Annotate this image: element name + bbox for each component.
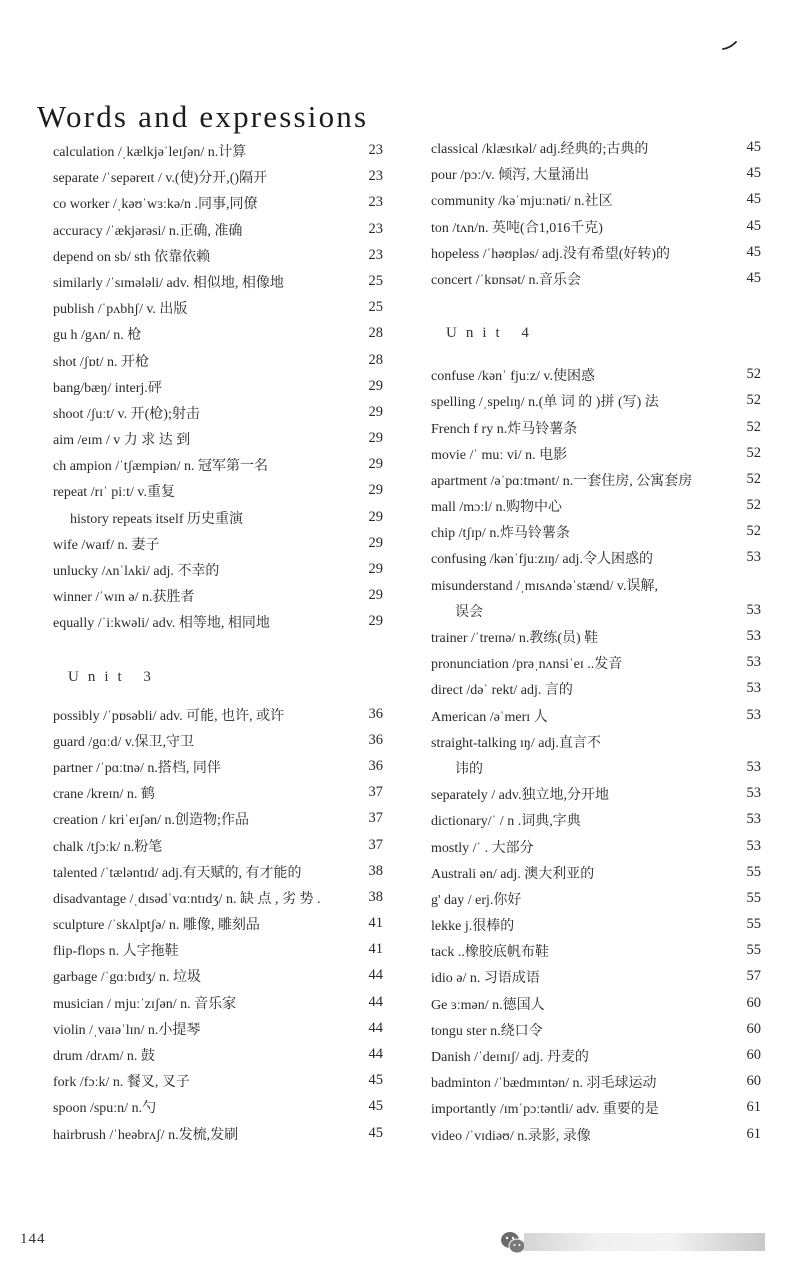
vocabulary-entry xyxy=(53,559,383,585)
entry-page-number: 45 xyxy=(746,191,761,208)
entry-text: history repeats itself 历史重演 xyxy=(70,511,244,527)
vocabulary-entry xyxy=(431,836,761,862)
entry-text: American /əˈmerɪ 人 xyxy=(431,709,548,725)
entry-page-number: 53 xyxy=(746,837,761,854)
entry-text: gu h /gʌn/ n. 枪 xyxy=(53,328,142,344)
vocabulary-entry xyxy=(431,626,761,652)
vocabulary-entry xyxy=(431,1045,761,1071)
vocabulary-entry xyxy=(53,192,383,218)
entry-page-number: 23 xyxy=(368,194,383,211)
entry-page-number: 29 xyxy=(368,613,383,630)
entry-text: idio ə/ n. 习语成语 xyxy=(431,971,540,987)
vocabulary-entry xyxy=(431,862,761,888)
vocabulary-entry xyxy=(53,585,383,611)
entry-text: chalk /tʃɔːk/ n.粉笔 xyxy=(53,839,163,855)
entry-text: 误会 xyxy=(455,604,483,620)
entry-page-number: 44 xyxy=(368,1019,383,1036)
vocabulary-entry xyxy=(431,993,761,1019)
entry-text: accuracy /ˈækjərəsi/ n.正确, 准确 xyxy=(53,223,243,239)
entry-page-number: 53 xyxy=(746,628,761,644)
entry-page-number: 53 xyxy=(746,680,761,697)
section-spacer xyxy=(53,690,383,704)
entry-page-number: 38 xyxy=(368,862,383,879)
entry-text: tongu ster n.绕口令 xyxy=(431,1023,543,1039)
vocabulary-entry xyxy=(53,219,383,245)
entry-page-number: 29 xyxy=(368,561,383,577)
entry-page-number: 37 xyxy=(368,836,383,853)
word-list-unit-3 xyxy=(53,704,383,1149)
entry-text: Danish /ˈdeɪnɪʃ/ adj. 丹麦的 xyxy=(431,1050,589,1065)
vocabulary-entry xyxy=(431,1124,761,1150)
entry-text: Australi ən/ adj. 澳大利亚的 xyxy=(431,866,595,882)
entry-page-number: 29 xyxy=(368,456,383,473)
vocabulary-entry xyxy=(431,757,761,783)
vocabulary-entry xyxy=(431,417,761,443)
vocabulary-entry xyxy=(53,480,383,506)
entry-text: creation / kriˈeɪʃən/ n.创造物;作品 xyxy=(53,813,249,829)
vocabulary-entry xyxy=(431,137,761,163)
entry-text: community /kəˈmjuːnəti/ n.社区 xyxy=(431,194,613,210)
vocabulary-entry xyxy=(431,1071,761,1097)
entry-text: drum /drʌm/ n. 鼓 xyxy=(53,1049,155,1064)
word-list-unit-4 xyxy=(431,364,761,1150)
vocabulary-entry xyxy=(53,402,383,428)
entry-page-number: 29 xyxy=(368,482,383,499)
right-column xyxy=(431,137,761,1150)
entry-page-number: 52 xyxy=(746,497,761,514)
entry-text: classical /klæsɪkəl/ adj.经典的;古典的 xyxy=(431,142,649,157)
entry-text: possibly /ˈpɒsəbli/ adv. 可能, 也许, 或许 xyxy=(53,708,285,724)
entry-page-number: 37 xyxy=(368,810,383,827)
entry-page-number: 23 xyxy=(368,246,383,263)
vocabulary-entry xyxy=(431,521,761,547)
entry-page-number: 45 xyxy=(746,139,761,155)
vocabulary-entry xyxy=(431,678,761,704)
entry-page-number: 60 xyxy=(746,1047,761,1063)
vocabulary-entry xyxy=(53,887,383,913)
entry-page-number: 45 xyxy=(368,1098,383,1115)
entry-text: French f ry n.炸马铃薯条 xyxy=(431,421,578,437)
entry-page-number: 57 xyxy=(746,968,761,985)
vocabulary-entry xyxy=(53,939,383,965)
entry-text: sculpture /ˈskʌlptʃə/ n. 雕像, 雕刻品 xyxy=(53,918,260,934)
vocabulary-entry xyxy=(431,809,761,835)
entry-text: misunderstand /ˌmɪsʌndəˈstænd/ v.误解, xyxy=(431,578,658,594)
entry-text: separately / adv.独立地,分开地 xyxy=(431,788,609,804)
entry-text: pronunciation /prəˌnʌnsiˈeɪ ..发音 xyxy=(431,657,623,673)
vocabulary-entry xyxy=(431,547,761,573)
entry-text: similarly /ˈsɪmələli/ adv. 相似地, 相像地 xyxy=(53,275,284,291)
vocabulary-entry xyxy=(431,163,761,189)
entry-page-number: 29 xyxy=(368,508,383,525)
entry-text: mostly /ˈ . 大部分 xyxy=(431,840,534,856)
page-number: 144 xyxy=(20,1231,46,1247)
left-column xyxy=(53,140,383,1149)
watermark xyxy=(500,1230,765,1254)
vocabulary-entry xyxy=(431,940,761,966)
vocabulary-entry xyxy=(53,756,383,782)
vocabulary-entry xyxy=(53,861,383,887)
vocabulary-entry xyxy=(53,1096,383,1122)
entry-page-number: 52 xyxy=(746,444,761,461)
vocabulary-entry xyxy=(431,469,761,495)
entry-text: trainer /ˈtreɪnə/ n.教练(员) 鞋 xyxy=(431,631,599,646)
entry-text: garbage /ˈgɑːbɪdʒ/ n. 垃圾 xyxy=(53,970,202,986)
entry-text: spoon /spuːn/ n.勺 xyxy=(53,1101,157,1117)
vocabulary-entry xyxy=(53,965,383,991)
entry-page-number: 55 xyxy=(746,942,761,959)
entry-page-number: 23 xyxy=(368,220,383,237)
entry-text: lekke j.很棒的 xyxy=(431,919,515,935)
entry-text: separate /ˈsepəreɪt / v.(使)分开,()隔开 xyxy=(53,171,268,187)
vocabulary-entry xyxy=(53,1070,383,1096)
entry-page-number: 53 xyxy=(746,601,761,618)
entry-text: importantly /ɪmˈpɔːtəntli/ adv. 重要的是 xyxy=(431,1102,659,1118)
entry-page-number: 53 xyxy=(746,758,761,775)
entry-page-number: 28 xyxy=(368,351,383,368)
vocabulary-entry xyxy=(431,242,761,268)
pen-stroke-mark xyxy=(722,40,738,50)
entry-text: straight-talking ɪŋ/ adj.直言不 xyxy=(431,735,601,751)
entry-page-number: 29 xyxy=(368,403,383,420)
entry-page-number: 36 xyxy=(368,731,383,748)
entry-text: co worker /ˌkəʊˈwɜːkə/n .同事,同僚 xyxy=(53,197,258,213)
entry-text: equally /ˈiːkwəli/ adv. 相等地, 相同地 xyxy=(53,616,270,632)
entry-page-number: 55 xyxy=(746,863,761,880)
entry-text: shot /ʃɒt/ n. 开枪 xyxy=(53,354,149,370)
vocabulary-entry xyxy=(53,245,383,271)
entry-page-number: 53 xyxy=(746,811,761,828)
entry-page-number: 52 xyxy=(746,366,761,383)
entry-page-number: 44 xyxy=(368,993,383,1010)
entry-page-number: 45 xyxy=(746,165,761,182)
section-spacer xyxy=(431,294,761,320)
word-list-unit-3-continued xyxy=(431,137,761,294)
entry-page-number: 55 xyxy=(746,916,761,933)
entry-text: video /ˈvɪdiəʊ/ n.录影, 录像 xyxy=(431,1128,591,1144)
entry-text: badminton /ˈbædmɪntən/ n. 羽毛球运动 xyxy=(431,1076,657,1092)
entry-text: direct /dəˈ rekt/ adj. 言的 xyxy=(431,683,573,699)
entry-page-number: 53 xyxy=(746,706,761,723)
entry-page-number: 53 xyxy=(746,785,761,802)
vocabulary-entry xyxy=(53,376,383,402)
entry-text: fork /fɔːk/ n. 餐叉, 叉子 xyxy=(53,1075,190,1091)
entry-text: repeat /rɪˈ piːt/ v.重复 xyxy=(53,485,175,501)
entry-text: ch ampion /ˈtʃæmpiən/ n. 冠军第一名 xyxy=(53,459,269,475)
vocabulary-entry xyxy=(431,705,761,731)
entry-text: Ge ɜːmən/ n.德国人 xyxy=(431,997,545,1013)
entry-page-number: 45 xyxy=(746,217,761,234)
entry-text: spelling /ˌspelɪŋ/ n.(单 词 的 )拼 (写) 法 xyxy=(431,395,659,411)
vocabulary-entry xyxy=(53,297,383,323)
entry-text: confusing /kənˈfjuːzɪŋ/ adj.令人困惑的 xyxy=(431,552,653,568)
entry-page-number: 25 xyxy=(368,299,383,316)
entry-text: bang/bæŋ/ interj.砰 xyxy=(53,380,162,396)
entry-page-number: 41 xyxy=(368,915,383,932)
entry-page-number: 45 xyxy=(368,1072,383,1089)
page-title: Words and expressions xyxy=(37,98,369,134)
entry-text: flip-flops n. 人字拖鞋 xyxy=(53,944,179,960)
vocabulary-entry xyxy=(53,992,383,1018)
entry-text: hopeless /ˈhəʊpləs/ adj.没有希望(好转)的 xyxy=(431,246,671,262)
entry-text: calculation /ˌkælkjəˈleɪʃən/ n.计算 xyxy=(53,145,247,160)
unit-heading: Unit 4 xyxy=(446,325,538,342)
vocabulary-entry xyxy=(431,914,761,940)
vocabulary-entry xyxy=(431,574,761,600)
entry-page-number: 52 xyxy=(746,392,761,409)
vocabulary-entry xyxy=(53,507,383,533)
entry-page-number: 25 xyxy=(368,272,383,289)
entry-page-number: 61 xyxy=(746,1099,761,1116)
entry-text: hairbrush /ˈheəbrʌʃ/ n.发梳,发刷 xyxy=(53,1127,239,1143)
vocabulary-entry xyxy=(53,782,383,808)
entry-text: g' day / erj.你好 xyxy=(431,892,522,908)
entry-text: pour /pɔː/v. 倾泻, 大量涌出 xyxy=(431,168,590,184)
vocabulary-entry xyxy=(53,533,383,559)
entry-text: chip /tʃɪp/ n.炸马铃薯条 xyxy=(431,526,570,542)
vocabulary-entry xyxy=(431,364,761,390)
entry-text: apartment /əˈpɑːtmənt/ n.一套住房, 公寓套房 xyxy=(431,473,693,489)
entry-page-number: 60 xyxy=(746,1020,761,1037)
vocabulary-entry xyxy=(53,271,383,297)
entry-page-number: 45 xyxy=(746,243,761,260)
entry-text: partner /ˈpɑːtnə/ n.搭档, 同伴 xyxy=(53,760,221,776)
vocabulary-entry xyxy=(53,730,383,756)
entry-page-number: 41 xyxy=(368,941,383,958)
vocabulary-entry xyxy=(431,783,761,809)
entry-text: violin /ˌvaɪəˈlɪn/ n.小提琴 xyxy=(53,1022,201,1038)
entry-text: publish /ˈpʌbhʃ/ v. 出版 xyxy=(53,302,188,318)
vocabulary-entry xyxy=(431,600,761,626)
entry-page-number: 38 xyxy=(368,888,383,905)
entry-text: musician / mjuːˈzɪʃən/ n. 音乐家 xyxy=(53,996,237,1012)
entry-text: crane /kreɪn/ n. 鹤 xyxy=(53,787,155,803)
entry-text: dictionary/ˈ / n .词典,字典 xyxy=(431,814,581,830)
unit-heading: Unit 3 xyxy=(68,668,160,685)
vocabulary-entry xyxy=(431,888,761,914)
entry-page-number: 36 xyxy=(368,705,383,722)
entry-page-number: 53 xyxy=(746,654,761,671)
vocabulary-entry xyxy=(431,495,761,521)
vocabulary-entry xyxy=(53,323,383,349)
entry-page-number: 52 xyxy=(746,418,761,435)
entry-page-number: 23 xyxy=(368,168,383,185)
entry-page-number: 55 xyxy=(746,889,761,906)
vocabulary-entry xyxy=(431,189,761,215)
entry-text: concert /ˈkɒnsət/ n.音乐会 xyxy=(431,272,582,288)
section-spacer xyxy=(431,346,761,364)
vocabulary-entry xyxy=(53,1123,383,1149)
entry-text: talented /ˈtæləntɪd/ adj.有天赋的, 有才能的 xyxy=(53,865,302,881)
entry-page-number: 29 xyxy=(368,377,383,394)
entry-text: aim /eɪm / v 力 求 达 到 xyxy=(53,433,191,449)
entry-page-number: 52 xyxy=(746,523,761,540)
entry-text: tack ..橡胶底帆布鞋 xyxy=(431,945,549,961)
entry-page-number: 45 xyxy=(746,269,761,286)
entry-text: confuse /kənˈ fjuːz/ v.使困惑 xyxy=(431,369,595,385)
entry-text: wife /waɪf/ n. 妻子 xyxy=(53,537,160,553)
vocabulary-entry xyxy=(431,268,761,294)
entry-page-number: 61 xyxy=(746,1125,761,1142)
word-list-unit-2 xyxy=(53,140,383,638)
entry-text: 讳的 xyxy=(455,761,483,777)
entry-text: mall /mɔːl/ n.购物中心 xyxy=(431,500,563,516)
entry-text: movie /ˈ muː vi/ n. 电影 xyxy=(431,447,568,463)
entry-page-number: 52 xyxy=(746,470,761,487)
entry-page-number: 44 xyxy=(368,967,383,984)
vocabulary-entry xyxy=(431,966,761,992)
section-spacer xyxy=(53,638,383,664)
vocabulary-entry xyxy=(431,216,761,242)
entry-page-number: 44 xyxy=(368,1046,383,1062)
vocabulary-entry xyxy=(53,808,383,834)
vocabulary-entry xyxy=(431,1097,761,1123)
entry-text: depend on sb/ sth 依靠依赖 xyxy=(53,249,211,265)
vocabulary-entry xyxy=(53,166,383,192)
vocabulary-entry xyxy=(53,1044,383,1070)
entry-text: unlucky /ʌnˈlʌki/ adj. 不幸的 xyxy=(53,564,220,579)
entry-page-number: 53 xyxy=(746,549,761,566)
vocabulary-entry xyxy=(53,835,383,861)
vocabulary-entry xyxy=(53,913,383,939)
entry-page-number: 60 xyxy=(746,994,761,1011)
entry-page-number: 37 xyxy=(368,784,383,801)
entry-page-number: 29 xyxy=(368,587,383,604)
entry-page-number: 29 xyxy=(368,534,383,551)
vocabulary-entry xyxy=(431,443,761,469)
entry-text: disadvantage /ˌdɪsədˈvɑːntɪdʒ/ n. 缺 点 , 劣 势 . xyxy=(53,891,321,907)
vocabulary-entry xyxy=(53,1018,383,1044)
vocabulary-entry xyxy=(431,731,761,757)
vocabulary-entry xyxy=(431,652,761,678)
entry-text: shoot /ʃuːt/ v. 开(枪);射击 xyxy=(53,406,200,422)
vocabulary-entry xyxy=(431,1019,761,1045)
vocabulary-entry xyxy=(53,350,383,376)
vocabulary-entry xyxy=(53,140,383,166)
entry-page-number: 29 xyxy=(368,430,383,447)
entry-page-number: 45 xyxy=(368,1124,383,1141)
entry-page-number: 23 xyxy=(368,142,383,158)
vocabulary-entry xyxy=(53,454,383,480)
entry-text: guard /gɑːd/ v.保卫,守卫 xyxy=(53,734,194,750)
entry-text: winner /ˈwɪn ə/ n.获胜者 xyxy=(53,590,195,606)
watermark-bar xyxy=(524,1233,765,1251)
entry-page-number: 28 xyxy=(368,325,383,342)
vocabulary-entry xyxy=(431,390,761,416)
entry-page-number: 36 xyxy=(368,757,383,774)
vocabulary-entry xyxy=(53,611,383,637)
vocabulary-entry xyxy=(53,704,383,730)
vocabulary-entry xyxy=(53,428,383,454)
entry-text: ton /tʌn/n. 英吨(合1,016千克) xyxy=(431,220,603,236)
entry-page-number: 60 xyxy=(746,1073,761,1090)
